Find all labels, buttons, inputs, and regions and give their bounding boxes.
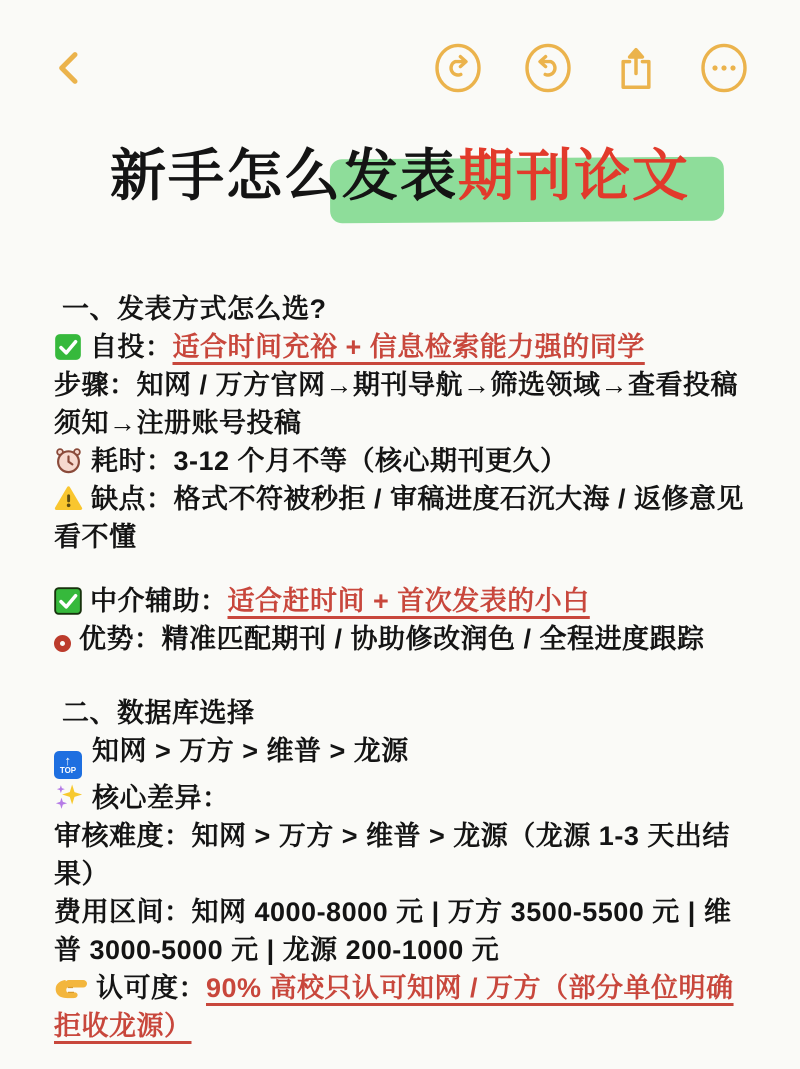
recognition-label: 认可度： [96, 973, 206, 1003]
self-submit-red-text: 适合时间充裕 + 信息检索能力强的同学 [172, 332, 645, 362]
self-submit-line [54, 328, 746, 366]
section2-heading: 二、数据库选择 [62, 698, 255, 728]
review-difficulty-line: 审核难度：知网 > 万方 > 维普 > 龙源（龙源 1-3 天出结果） [54, 821, 730, 889]
sparkles-icon [54, 782, 84, 812]
recognition-red-text: 90% 高校只认可知网 / 万方（部分单位明确拒收龙源） [54, 973, 734, 1041]
pros-text: 优势：精准匹配期刊 / 协助修改润色 / 全程进度跟踪 [79, 624, 705, 654]
page-title [0, 126, 800, 236]
cost-range-line: 费用区间：知网 4000-8000 元 | 万方 3500-5500 元 | 维普 3000-5000 元 | 龙源 200-1000 元 [54, 897, 732, 965]
time-line [54, 442, 746, 480]
title-red-text: 期刊论文 [458, 144, 690, 207]
title-black-text: 新手怎么发表 [110, 144, 458, 207]
ranking-text: 知网 > 万方 > 维普 > 龙源 [92, 736, 409, 766]
time-text: 耗时：3-12 个月不等（核心期刊更久） [91, 446, 568, 476]
alarm-clock-icon [54, 446, 83, 475]
undo-icon[interactable] [434, 43, 482, 93]
toolbar [0, 0, 800, 96]
core-diff-line [54, 779, 746, 817]
more-icon[interactable] [700, 43, 748, 93]
agency-label: 中介辅助： [90, 586, 228, 616]
section1-heading: 一、发表方式怎么选? [62, 294, 327, 324]
self-submit-label: 自投： [90, 332, 173, 362]
pros-line [54, 620, 746, 658]
top-badge-label: TOP [59, 766, 77, 775]
ranking-line [54, 732, 746, 779]
back-icon[interactable] [50, 46, 90, 90]
share-icon[interactable] [614, 43, 658, 93]
warning-icon [54, 484, 83, 513]
note-content [0, 290, 800, 1045]
toolbar-actions [434, 43, 748, 93]
core-diff-text: 核心差异： [92, 783, 230, 813]
hollow-red-circle-icon [54, 635, 71, 652]
check-box-icon [54, 587, 82, 615]
agency-red-text: 适合赶时间 + 首次发表的小白 [227, 586, 590, 616]
agency-line [54, 582, 746, 620]
redo-icon[interactable] [524, 43, 572, 93]
recognition-line [54, 969, 746, 1045]
cons-line [54, 480, 746, 556]
check-box-icon [54, 333, 82, 361]
cons-text: 缺点：格式不符被秒拒 / 审稿进度石沉大海 / 返修意见看不懂 [54, 484, 745, 552]
top-badge-icon: ↑ TOP [54, 751, 82, 779]
pointing-hand-icon [54, 975, 88, 1002]
steps-line: 步骤：知网 / 万方官网→期刊导航→筛选领域→查看投稿须知→注册账号投稿 [54, 370, 739, 438]
